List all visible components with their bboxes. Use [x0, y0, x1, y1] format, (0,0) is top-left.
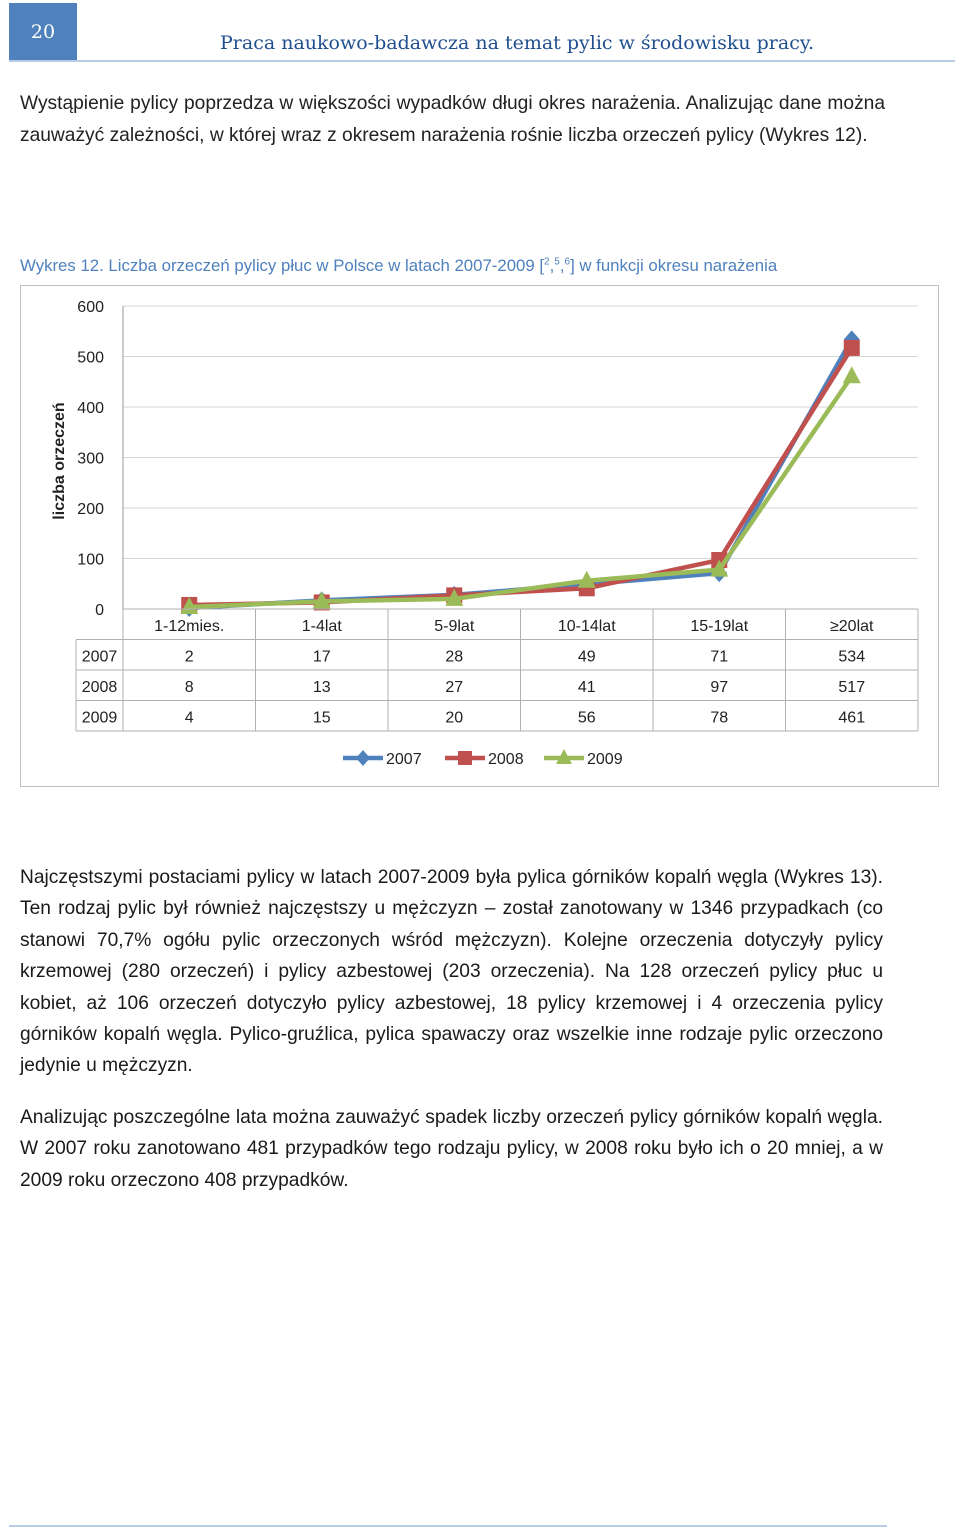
chart-caption: [20, 256, 950, 276]
data-label-2007-1: 17: [312, 648, 331, 666]
data-label-2008-1: 13: [312, 679, 331, 696]
intro-paragraph: Wystąpienie pylicy poprzedza w większości wypadków długi okres narażenia. Analizując dane można zauważyć zależności, w której wraz z okresem narażenia rośnie liczba orzeczeń pylicy (Wykres 12).: [20, 93, 885, 146]
body-paragraph-2: Analizując poszczególne lata można zauważyć spadek liczby orzeczeń pylicy górników kopalń węgla. W 2007 roku zanotowano 481 przypadków tego rodzaju pylicy, w 2008 roku było ich o 20 mniej, a w 2009 roku orzeczono 408 przypadków.: [20, 1107, 883, 1191]
y-tick-label-200: 200: [77, 501, 104, 518]
caption-tail: ] w funkcji okresu narażenia: [570, 256, 778, 275]
legend-label-2007: 2007: [386, 751, 422, 768]
data-label-2007-3: 49: [577, 648, 596, 666]
data-label-2008-5: 517: [838, 679, 866, 696]
y-tick-label-400: 400: [77, 400, 104, 417]
x-tick-label-4: 15-19lat: [690, 618, 749, 635]
x-tick-label-5: ≥20lat: [830, 618, 874, 635]
data-label-2008-0: 8: [184, 679, 194, 696]
data-label-2007-5: 534: [838, 648, 866, 666]
caption-text: Wykres 12. Liczba orzeczeń pylicy płuc w Polsce w latach 2007-2009 [: [20, 256, 545, 275]
y-tick-label-600: 600: [77, 299, 104, 316]
chart-frame: [20, 285, 939, 787]
caption-ref-2: 2: [544, 256, 550, 268]
marker-2009-5: [843, 366, 861, 383]
data-label-2007-0: 2: [184, 648, 194, 666]
chart-legend: [343, 749, 623, 768]
x-tick-label-3: 10-14lat: [557, 618, 616, 635]
caption-ref-sep-2: ,: [559, 256, 565, 275]
data-table: [76, 609, 918, 731]
table-series-label-2008: 2008: [81, 679, 118, 696]
header-rule: [9, 60, 955, 62]
data-label-2007-2: 28: [445, 648, 464, 666]
caption-ref-6: 6: [564, 256, 571, 268]
series-line-2007: [189, 339, 852, 608]
legend-label-2009: 2009: [587, 751, 623, 768]
series-line-2009: [189, 376, 852, 607]
table-series-label-2009: 2009: [81, 709, 118, 727]
series-line-2008: [189, 348, 852, 605]
x-tick-label-2: 5-9lat: [434, 618, 475, 635]
legend-marker-2008: [458, 751, 472, 765]
data-label-2009-5: 461: [838, 709, 866, 727]
line-chart: [21, 286, 937, 785]
footer-rule: [9, 1525, 887, 1527]
table-series-label-2007: 2007: [81, 648, 118, 666]
legend-label-2008: 2008: [488, 751, 524, 768]
data-label-2007-4: 71: [710, 648, 729, 666]
data-label-2009-4: 78: [710, 709, 729, 727]
x-tick-label-0: 1-12mies.: [154, 618, 225, 635]
page-number: 20: [9, 3, 77, 61]
y-axis-label: liczba orzeczeń: [51, 402, 68, 520]
data-label-2008-2: 27: [445, 679, 464, 696]
x-tick-label-1: 1-4lat: [301, 618, 342, 635]
y-tick-label-500: 500: [77, 349, 104, 367]
data-label-2009-1: 15: [312, 709, 331, 727]
legend-marker-2007: [356, 750, 370, 766]
marker-2008-5: [844, 340, 860, 356]
caption-ref-5: 5: [554, 256, 560, 268]
data-label-2008-4: 97: [710, 679, 729, 696]
series-lines: [180, 330, 861, 617]
y-axis-ticks: [77, 299, 104, 619]
y-tick-label-300: 300: [77, 450, 104, 468]
y-tick-label-100: 100: [77, 551, 104, 569]
caption-ref-sep-1: ,: [549, 256, 555, 275]
data-label-2008-3: 41: [577, 679, 596, 696]
running-header-title: Praca naukowo-badawcza na temat pylic w środowisku pracy.: [220, 32, 815, 54]
data-label-2009-2: 20: [445, 709, 464, 727]
y-tick-label-0: 0: [95, 602, 104, 619]
data-label-2009-3: 56: [577, 709, 596, 727]
body-paragraph-1: Najczęstszymi postaciami pylicy w latach 2007-2009 była pylica górników kopalń węgla (Wykres 13). Ten rodzaj pylic był również najczęstszy u mężczyzn – został zanotowany w 1346 przypadkach (co stanowi 70,7% ogółu pylic orzeczonych wśród mężczyzn). Kolejne orzeczenia dotyczyły pylicy krzemowej (280 orzeczeń) i pylicy azbestowej (203 orzeczenia). Na 128 orzeczeń pylicy płuc u kobiet, aż 106 orzeczeń dotyczyło pylicy azbestowej, 18 pylicy krzemowej i 4 orzeczenia pylicy górników kopalń węgla. Pylico-gruźlica, pylica spawaczy oraz wszelkie inne rodzaje pylic orzeczono jedynie u mężczyzn.: [20, 867, 883, 1077]
data-label-2009-0: 4: [184, 709, 194, 727]
